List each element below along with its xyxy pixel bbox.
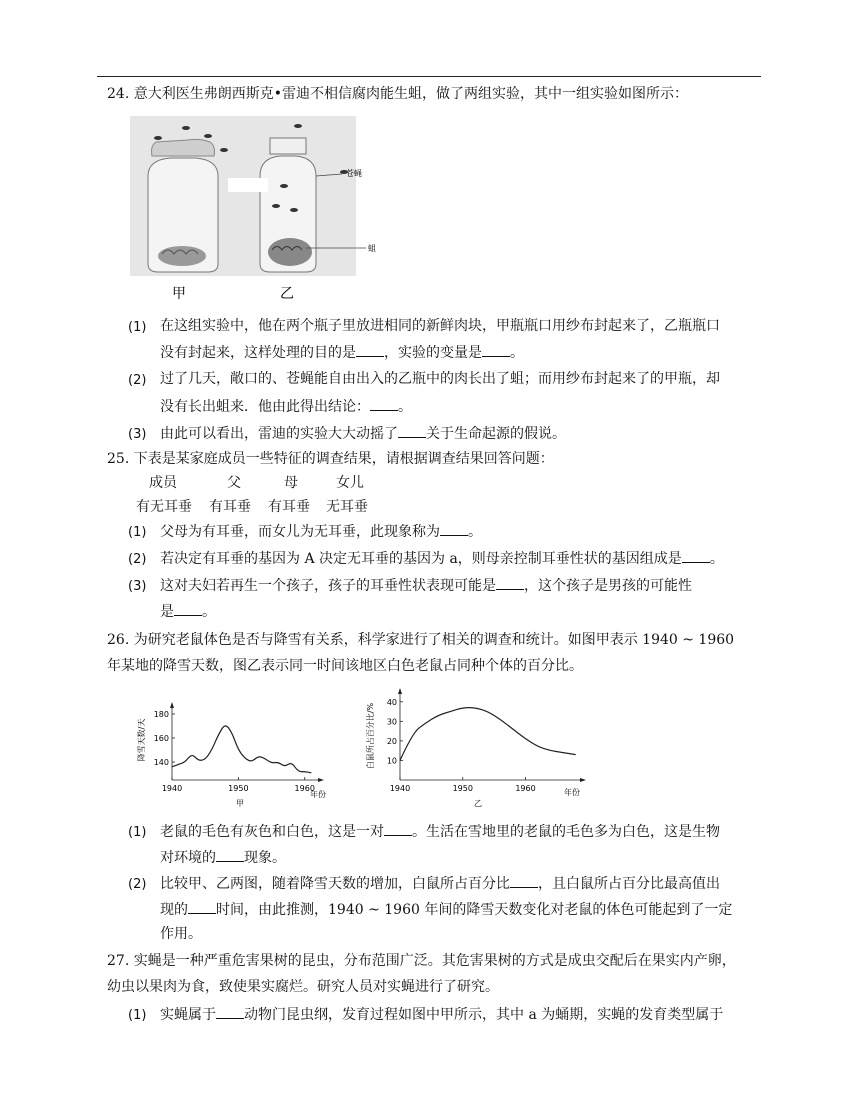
x-tick-label: 1940 bbox=[389, 784, 411, 793]
q27-s1-line: 实蝇属于 动物门昆虫纲，发育过程如图中甲所示，其中 a 为蛹期，实蝇的发育类型属于 bbox=[160, 1004, 723, 1025]
blank[interactable] bbox=[216, 1004, 244, 1019]
header-rule bbox=[97, 76, 761, 77]
x-tick-label: 1960 bbox=[515, 784, 536, 793]
q24-s2-line1: 过了几天，敞口的、苍蝇能自由出入的乙瓶中的肉长出了蛆；而用纱布封起来了的甲瓶，却 bbox=[160, 371, 720, 387]
q25-s2-number: (2) bbox=[128, 552, 147, 567]
q24-s2-line2: 没有长出蛆来．他由此得出结论： 。 bbox=[160, 396, 412, 417]
q26-s1-line2: 对环境的 现象。 bbox=[160, 847, 286, 868]
x-tick-label: 1950 bbox=[228, 784, 249, 793]
blank[interactable] bbox=[216, 847, 244, 862]
y-axis-label: 白鼠所占百分比/% bbox=[366, 702, 375, 770]
q26-s1-number: (1) bbox=[128, 825, 147, 840]
q25-stem: 25. 下表是某家庭成员一些特征的调查结果，请根据调查结果回答问题： bbox=[107, 451, 554, 467]
series-line bbox=[400, 708, 576, 761]
q27-stem-line1: 27. 实蝇是一种严重危害果树的昆虫，分布范围广泛。其危害果树的方式是成虫交配后在果实内产卵， bbox=[107, 953, 736, 969]
q26-s2-line2: 现的 时间，由此推测，1940 ~ 1960 年间的降雪天数变化对老鼠的体色可能起到了一定 bbox=[160, 899, 732, 920]
y-tick-label: 140 bbox=[153, 758, 169, 767]
table-cell: 有耳垂 bbox=[268, 499, 310, 515]
q26-stem-line1: 26. 为研究老鼠体色是否与降雪有关系，科学家进行了相关的调查和统计。如图甲表示 1940 ~ 1960 bbox=[107, 632, 735, 648]
table-cell: 女儿 bbox=[336, 475, 364, 491]
q25-s2-line: 若决定有耳垂的基因为 A 决定无耳垂的基因为 a，则母亲控制耳垂性状的基因组成是 。 bbox=[160, 548, 724, 569]
q25-s1-line: 父母为有耳垂，而女儿为无耳垂，此现象称为 。 bbox=[160, 521, 482, 542]
q24-s3-number: (3) bbox=[128, 427, 147, 442]
label-jia: 甲 bbox=[172, 286, 186, 302]
q26-s2-line1: 比较甲、乙两图，随着降雪天数的增加，白鼠所占百分比 ，且白鼠所占百分比最高值出 bbox=[160, 873, 720, 894]
blank[interactable] bbox=[356, 342, 384, 357]
y-axis-label: 降雪天数/天 bbox=[137, 718, 146, 762]
q24-experiment-figure bbox=[130, 116, 400, 306]
y-tick-label: 40 bbox=[386, 697, 397, 707]
white-mouse-chart bbox=[364, 688, 594, 812]
y-tick-label: 10 bbox=[386, 756, 397, 766]
blank[interactable] bbox=[188, 899, 216, 914]
label-maggot: 蛆 bbox=[368, 244, 376, 253]
q27-s1-number: (1) bbox=[128, 1008, 147, 1023]
chart-caption: 乙 bbox=[474, 799, 482, 808]
blank[interactable] bbox=[384, 821, 412, 836]
y-tick-label: 160 bbox=[153, 734, 169, 743]
x-tick-label: 1950 bbox=[452, 784, 473, 793]
blank[interactable] bbox=[482, 342, 510, 357]
q26-s1-line1: 老鼠的毛色有灰色和白色，这是一对 。生活在雪地里的老鼠的毛色多为白色，这是生物 bbox=[160, 821, 720, 842]
blank[interactable] bbox=[682, 548, 710, 563]
y-tick-label: 30 bbox=[386, 717, 397, 727]
q25-s3-number: (3) bbox=[128, 579, 147, 594]
blank[interactable] bbox=[510, 873, 538, 888]
table-cell: 有无耳垂 bbox=[136, 499, 192, 515]
q24-s2-number: (2) bbox=[128, 373, 147, 388]
q24-s1-line1: 在这组实验中，他在两个瓶子里放进相同的新鲜肉块，甲瓶瓶口用纱布封起来了，乙瓶瓶口 bbox=[160, 318, 720, 334]
x-tick-label: 1960 bbox=[294, 784, 315, 793]
blank[interactable] bbox=[370, 396, 398, 411]
q24-s1-number: (1) bbox=[128, 320, 147, 335]
q24-stem: 24. 意大利医生弗朗西斯克•雷迪不相信腐肉能生蛆，做了两组实验，其中一组实验如图所示： bbox=[107, 86, 688, 102]
x-axis-label: 年份 bbox=[310, 790, 326, 799]
series-line bbox=[172, 726, 311, 773]
table-cell: 母 bbox=[284, 475, 298, 491]
label-fly: 苍蝇 bbox=[346, 169, 362, 178]
snowfall-chart bbox=[132, 700, 332, 810]
q27-stem-line2: 幼虫以果肉为食，致使果实腐烂。研究人员对实蝇进行了研究。 bbox=[107, 979, 499, 995]
q24-s3-line: 由此可以看出，雷迪的实验大大动摇了 关于生命起源的假说。 bbox=[160, 423, 566, 444]
q24-s1-line2: 没有封起来，这样处理的目的是 ，实验的变量是 。 bbox=[160, 342, 524, 363]
q26-s2-line3: 作用。 bbox=[160, 926, 202, 942]
x-axis-label: 年份 bbox=[564, 788, 580, 797]
x-tick-label: 1940 bbox=[161, 784, 183, 793]
blank[interactable] bbox=[174, 601, 202, 616]
q26-stem-line2: 年某地的降雪天数，图乙表示同一时间该地区白色老鼠占同种个体的百分比。 bbox=[107, 658, 583, 674]
label-yi: 乙 bbox=[280, 286, 294, 302]
blank[interactable] bbox=[496, 575, 524, 590]
table-cell: 无耳垂 bbox=[326, 499, 368, 515]
blank[interactable] bbox=[440, 521, 468, 536]
q26-s2-number: (2) bbox=[128, 877, 147, 892]
q25-s3-line1: 这对夫妇若再生一个孩子，孩子的耳垂性状表现可能是 ，这个孩子是男孩的可能性 bbox=[160, 575, 692, 596]
table-cell: 有耳垂 bbox=[209, 499, 251, 515]
q25-s3-line2: 是 。 bbox=[160, 601, 216, 622]
q25-s1-number: (1) bbox=[128, 525, 147, 540]
y-tick-label: 180 bbox=[153, 710, 169, 719]
blank[interactable] bbox=[398, 423, 426, 438]
y-tick-label: 20 bbox=[386, 736, 397, 746]
table-cell: 父 bbox=[227, 475, 241, 491]
table-cell: 成员 bbox=[149, 475, 177, 491]
chart-caption: 甲 bbox=[236, 799, 244, 808]
